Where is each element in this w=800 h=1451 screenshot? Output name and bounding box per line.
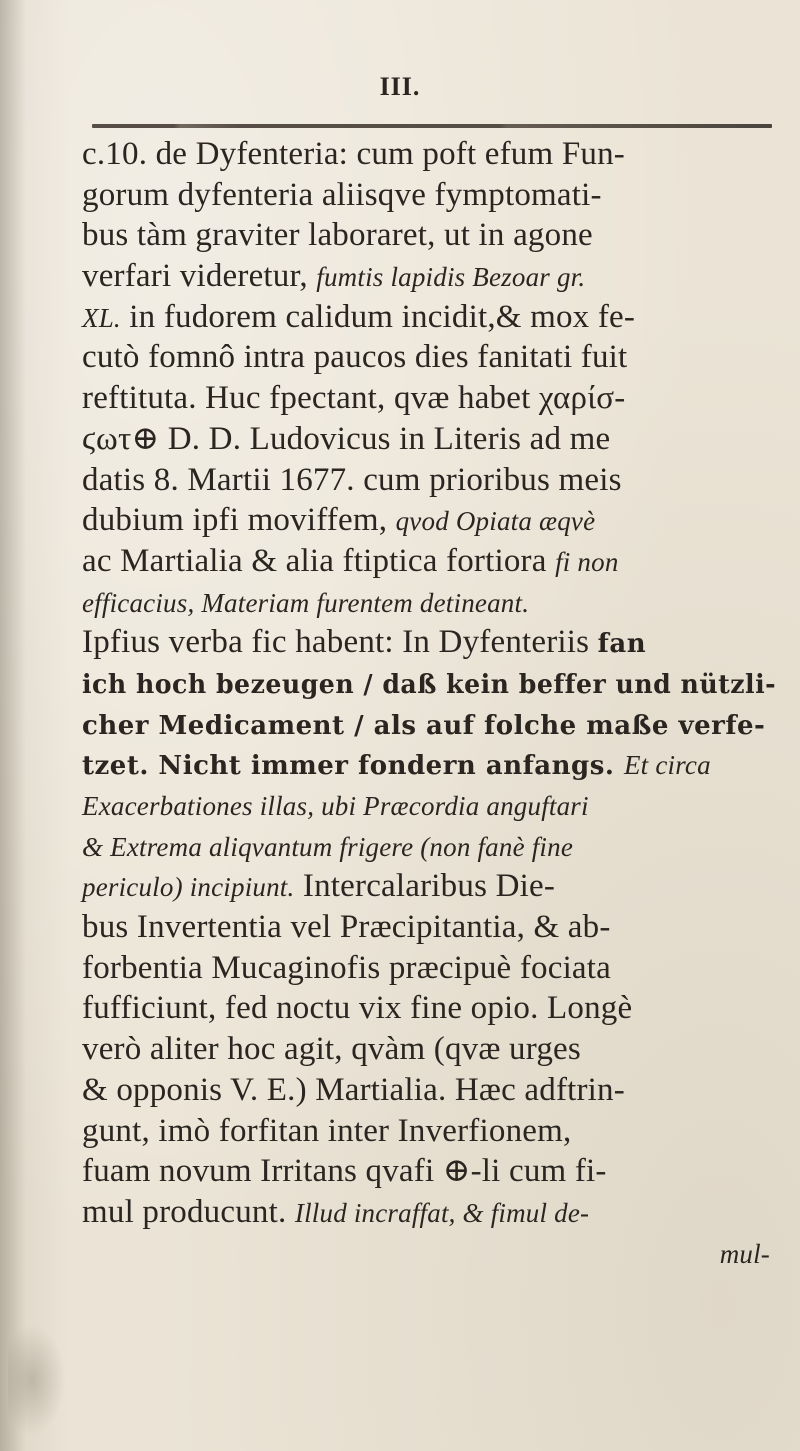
italic-text: Illud incraffat, & fimul de- xyxy=(294,1197,590,1228)
roman-text: ϛωτ⊕ D. D. Ludovicus in Literis ad me xyxy=(82,420,611,457)
italic-text: fi non xyxy=(555,546,619,577)
roman-text: c.10. de Dyfenteria: cum poft efum Fun- xyxy=(82,136,625,172)
text-line xyxy=(82,1111,776,1152)
text-line xyxy=(82,460,776,501)
roman-text: fuam novum Irritans qvafi ⊕-li cum fi- xyxy=(82,1153,607,1190)
italic-text: Exacerbationes illas, ubi Præcordia anguftari xyxy=(82,791,589,821)
text-line xyxy=(82,175,776,216)
text-line xyxy=(82,215,776,256)
page-number: III. xyxy=(379,72,421,101)
italic-text: Et circa xyxy=(623,750,711,781)
text-line xyxy=(82,541,776,582)
roman-text: Intercalaribus Die- xyxy=(294,868,556,905)
text-line xyxy=(82,704,776,745)
catchword xyxy=(82,1233,776,1274)
roman-text: verfari videretur, xyxy=(82,258,317,295)
roman-text: verò aliter hoc agit, qvàm (qvæ urges xyxy=(82,1031,581,1068)
text-line xyxy=(82,1029,776,1070)
text-line xyxy=(82,419,776,460)
roman-text: fufficiunt, fed noctu vix fine opio. Longè xyxy=(82,990,633,1027)
text-line xyxy=(82,744,776,785)
roman-text: & opponis V. E.) Martialia. Hæc adftrin- xyxy=(82,1071,625,1108)
header-rule xyxy=(92,124,772,128)
italic-text: periculo) incipiunt. xyxy=(82,872,295,903)
roman-text: forbentia Mucaginofis præcipuè fociata xyxy=(82,949,611,986)
fraktur-text: ich hoch bezeugen / daß kein beffer und nützli- xyxy=(82,669,777,700)
text-line xyxy=(82,1192,776,1233)
text-line xyxy=(82,256,776,297)
text-line xyxy=(82,500,776,541)
roman-text: bus Invertentia vel Præcipitantia, & ab- xyxy=(82,909,611,946)
catchword-text: mul- xyxy=(719,1238,770,1269)
text-line xyxy=(82,907,776,948)
italic-text: XL. xyxy=(82,302,121,333)
text-line xyxy=(82,337,776,378)
roman-text: bus tàm graviter laboraret, ut in agone xyxy=(82,217,593,254)
roman-text: reftituta. Huc fpectant, qvæ habet χαρίσ- xyxy=(82,380,626,417)
roman-text: cutò fomnô intra paucos dies fanitati fuit xyxy=(82,339,628,376)
text-line xyxy=(82,134,776,175)
fraktur-text: fan xyxy=(597,629,647,660)
fraktur-text: tzet. Nicht immer fondern anfangs. xyxy=(82,751,624,782)
gutter-shadow xyxy=(0,0,26,1451)
roman-text: mul producunt. xyxy=(82,1193,295,1230)
roman-text: ac Martialia & alia ftiptica fortiora xyxy=(82,542,556,579)
body-text xyxy=(82,134,776,1273)
text-line xyxy=(82,948,776,989)
text-line xyxy=(82,378,776,419)
text-line xyxy=(82,988,776,1029)
text-line xyxy=(82,826,776,867)
italic-text: efficacius, Materiam furentem detineant. xyxy=(82,587,530,618)
text-line xyxy=(82,297,776,338)
italic-text: & Extrema aliqvantum frigere (non fanè fine xyxy=(82,831,574,862)
page-stain xyxy=(8,1320,68,1440)
text-line xyxy=(82,785,776,826)
roman-text: Ipfius verba fic habent: In Dyfenteriis xyxy=(82,624,598,661)
roman-text: gorum dyfenteria aliisqve fymptomati- xyxy=(82,176,602,213)
italic-text: fumtis lapidis Bezoar gr. xyxy=(316,262,586,293)
text-line xyxy=(82,663,777,704)
roman-text: dubium ipfi moviffem, xyxy=(82,502,396,539)
roman-text: in fudorem calidum incidit,& mox fe- xyxy=(120,298,636,335)
roman-text: gunt, imò forfitan inter Inverfionem, xyxy=(82,1112,572,1149)
text-line xyxy=(82,622,776,663)
text-line xyxy=(82,1070,776,1111)
roman-text: datis 8. Martii 1677. cum prioribus meis xyxy=(82,461,622,498)
text-line xyxy=(82,1151,776,1192)
italic-text: qvod Opiata æqvè xyxy=(395,506,596,537)
text-line xyxy=(82,582,776,623)
fraktur-text: cher Medicament / als auf folche maße verfe- xyxy=(82,710,766,741)
text-line xyxy=(82,866,776,907)
